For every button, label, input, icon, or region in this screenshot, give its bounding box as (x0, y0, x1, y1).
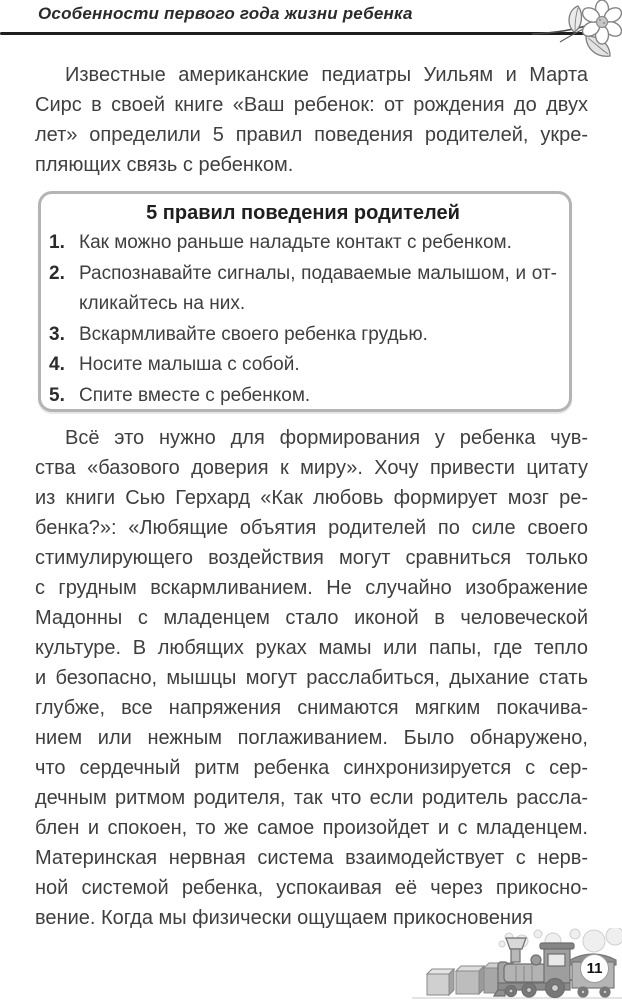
rule-text (79, 381, 557, 412)
text-line: Вскармливайте своего ребенка грудью. (79, 323, 428, 345)
text-line: Как можно раньше наладьте контакт с ребенком. (79, 232, 512, 253)
flower-icon (530, 0, 622, 62)
text-line: лет» определили 5 правил поведения родителей, укре- (35, 124, 588, 146)
rule-text (79, 259, 557, 320)
text-line: пляющих связь с ребенком. (35, 154, 294, 176)
text-line: глубже, все напряжения снимаются мягким покачива- (35, 697, 588, 719)
text-line: Материнская нервная система взаимодействует с нерв- (35, 847, 588, 869)
text-line: Распознавайте сигналы, подаваемые малышом, и от- (79, 262, 557, 284)
text-line: ной системой ребенка, успокаивая её через прикосно- (35, 877, 588, 899)
text-line: Сирс в своей книге «Ваш ребенок: от рождения до двух (35, 94, 588, 116)
text-line: кликайтесь на них. (79, 293, 246, 314)
rule-item (49, 228, 557, 259)
text-line: дечным ритмом родителя, так что если родитель рассла- (35, 787, 588, 809)
rule-text (79, 228, 557, 259)
rule-number: 3. (49, 323, 65, 345)
text-line: Всё это нужно для формирования у ребенка чув- (65, 427, 588, 449)
text-line: вение. Когда мы физически ощущаем прикосновения (35, 907, 533, 929)
running-head-title: Особенности первого года жизни ребенка (38, 4, 413, 23)
text-line: Мадонны с младенцем стало иконой в человеческой (35, 607, 588, 629)
page-number: 11 (580, 954, 609, 983)
text-line: нием или нежным поглаживанием. Было обнаружено, (35, 727, 588, 749)
rule-text (79, 320, 557, 351)
rule-number: 4. (49, 354, 65, 375)
text-line: с грудным вскармливанием. Не случайно изображение (35, 577, 588, 599)
text-line: из книги Сью Герхард «Как любовь формирует мозг ре- (35, 487, 588, 509)
rule-number: 5. (49, 384, 65, 406)
text-line: Носите малыша с собой. (79, 354, 300, 375)
rule-number: 1. (49, 232, 65, 253)
rules-box-title: 5 правил поведения родителей (146, 202, 460, 224)
text-line: блен и спокоен, то же самое произойдет и с младенцем. (35, 817, 588, 839)
text-line: бенка?»: «Любящие объятия родителей по силе своего (35, 517, 588, 539)
rules-box (38, 191, 572, 412)
rule-item (49, 320, 557, 351)
text-line: ства «базового доверия к миру». Хочу привести цитату (35, 457, 588, 479)
paragraph-intro (35, 60, 588, 180)
header-divider (0, 32, 588, 35)
text-line: и безопасно, мышцы могут расслабиться, дыхание стать (35, 667, 588, 689)
rule-number: 2. (49, 262, 65, 284)
text-line: Известные американские педиатры Уильям и Марта (65, 64, 588, 86)
text-line: что сердечный ритм ребенка синхронизируется с сер- (35, 757, 588, 779)
text-line: Спите вместе с ребенком. (79, 384, 311, 406)
rule-item (49, 259, 557, 320)
rule-text (79, 350, 557, 381)
rule-item (49, 381, 557, 412)
text-line: культуре. В любящих руках мамы или папы, где тепло (35, 637, 588, 659)
paragraph-body (35, 423, 588, 933)
rules-list (49, 228, 557, 411)
text-line: стимулирующего воздействия могут сравниться только (35, 547, 588, 569)
rule-item (49, 350, 557, 381)
